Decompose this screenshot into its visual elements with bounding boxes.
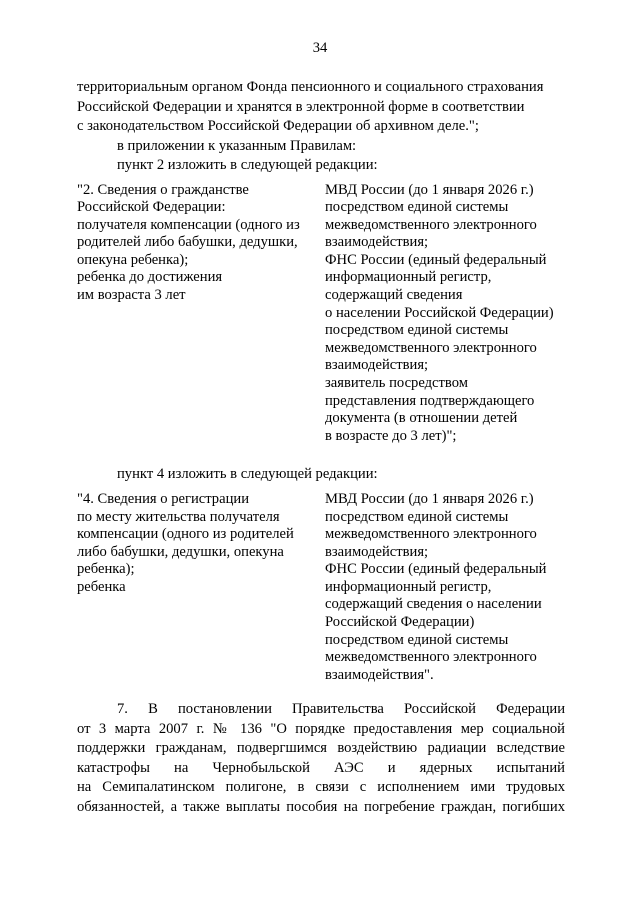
table-cell-line: межведомственного электронного (325, 216, 537, 233)
table-cell-line: родителей либо бабушки, дедушки, (77, 234, 298, 251)
table-cell-line: межведомственного электронного (325, 526, 537, 543)
table-cell-line: представления подтверждающего (325, 392, 535, 409)
table-cell-line: ребенка (77, 578, 126, 595)
table-cell-line: им возраста 3 лет (77, 287, 186, 304)
table-cell-line: либо бабушки, дедушки, опекуна (77, 543, 284, 560)
table-cell-line: Российской Федерации) (325, 614, 475, 631)
section-7-line: 7. В постановлении Правительства Российской Федерации (117, 701, 565, 718)
section-7-line: катастрофы на Чернобыльской АЭС и ядерных испытаний (77, 759, 565, 776)
document-body (77, 78, 565, 817)
table-cell-line: ФНС России (единый федеральный (325, 251, 547, 268)
table-cell-line: Российской Федерации: (77, 199, 226, 216)
table-item-2 (77, 182, 565, 446)
table-cell-line: взаимодействия". (325, 666, 434, 683)
page-number: 34 (312, 40, 328, 56)
table-cell-line: содержащий сведения о населении (325, 596, 542, 613)
table-cell-line: межведомственного электронного (325, 649, 537, 666)
table-cell-line: посредством единой системы (325, 508, 509, 525)
table-cell-line: информационный регистр, (325, 269, 492, 286)
table-cell-line: компенсации (одного из родителей (77, 526, 294, 543)
table-item-4 (77, 491, 565, 685)
table-cell-line: ребенка); (77, 561, 135, 578)
table-cell-line: взаимодействия; (325, 543, 429, 560)
table-cell-line: ребенка до достижения (77, 269, 223, 286)
appendix-line: в приложении к указанным Правилам: (117, 137, 357, 154)
table-item-2-left (77, 182, 325, 446)
section-7-paragraph (77, 700, 565, 817)
table-cell-line: "4. Сведения о регистрации (77, 490, 250, 507)
intro-line: Российской Федерации и хранятся в электронной форме в соответствии (77, 98, 525, 115)
section-7-line: на Семипалатинском полигоне, в связи с исполнением ими трудовых (77, 779, 565, 796)
table-cell-line: взаимодействия; (325, 357, 429, 374)
section-7-line: от 3 марта 2007 г. № 136 "О порядке предоставления мер социальной (77, 720, 565, 737)
table-cell-line: информационный регистр, (325, 578, 492, 595)
table-cell-line: "2. Сведения о гражданстве (77, 181, 249, 198)
table-cell-line: получателя компенсации (одного из (77, 216, 300, 233)
table-cell-line: в возрасте до 3 лет)"; (325, 427, 457, 444)
table-cell-line: документа (в отношении детей (325, 410, 518, 427)
table-cell-line: посредством единой системы (325, 631, 509, 648)
intro-line: территориальным органом Фонда пенсионного и социального страхования (77, 79, 544, 95)
table-cell-line: заявитель посредством (325, 375, 468, 392)
table-item-4-right (325, 491, 565, 685)
table-cell-line: по месту жительства получателя (77, 508, 280, 525)
table-item-2-right (325, 182, 565, 446)
table-cell-line: о населении Российской Федерации) (325, 304, 554, 321)
table-cell-line: МВД России (до 1 января 2026 г.) (325, 490, 534, 507)
section-7-line: обязанностей, а также выплаты пособия на погребение граждан, погибших (77, 798, 565, 815)
table-cell-line: посредством единой системы (325, 199, 509, 216)
intro-line: с законодательством Российской Федерации об архивном деле."; (77, 118, 479, 134)
table-cell-line: МВД России (до 1 января 2026 г.) (325, 181, 534, 198)
table-cell-line: посредством единой системы (325, 322, 509, 339)
table-cell-line: опекуна ребенка); (77, 251, 189, 268)
item2-intro: пункт 2 изложить в следующей редакции: (117, 157, 378, 173)
table-cell-line: межведомственного электронного (325, 339, 537, 356)
table-cell-line: содержащий сведения (325, 287, 463, 304)
table-item-4-left (77, 491, 325, 685)
table-cell-line: ФНС России (единый федеральный (325, 561, 547, 578)
item4-intro: пункт 4 изложить в следующей редакции: (117, 466, 378, 483)
section-7-line: поддержки гражданам, подвергшимся воздействию радиации вследствие (77, 740, 565, 757)
table-cell-line: взаимодействия; (325, 234, 429, 251)
intro-paragraph (77, 78, 565, 137)
